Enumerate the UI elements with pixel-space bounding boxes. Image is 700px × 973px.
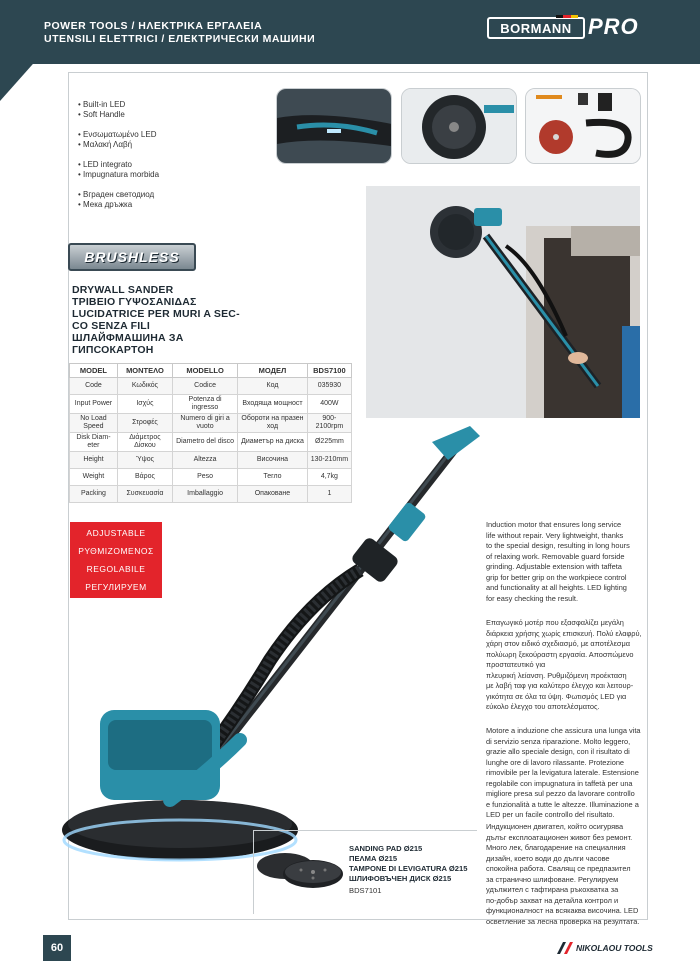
product-title-line: ΤΡΙΒΕΙΟ ΓΥΨΟΣΑΝΙΔΑΣ — [72, 296, 197, 308]
feature-item: • Μαλακή Λαβή — [78, 140, 133, 149]
accessories-illustration — [526, 89, 640, 163]
brand-flag-stripe — [556, 15, 578, 18]
brand-logo: BORMANN — [487, 17, 585, 39]
header-category-line-1: POWER TOOLS / ΗΛΕΚΤΡΙΚΑ ΕΡΓΑΛΕΙΑ — [44, 20, 263, 32]
thumbnail-accessories — [525, 88, 641, 164]
description-en — [486, 520, 646, 604]
table-cell: Ύψος — [117, 452, 172, 469]
table-cell: Input Power — [70, 395, 118, 414]
table-cell: Imballaggio — [173, 486, 238, 503]
table-cell: Код — [238, 378, 308, 395]
table-cell: Peso — [173, 469, 238, 486]
table-cell: Ισχύς — [117, 395, 172, 414]
description-line: функционалност на всякаква височина. LED — [486, 906, 639, 915]
main-product-image — [60, 420, 480, 880]
table-cell: Height — [70, 452, 118, 469]
description-line: regolabile con impugnatura in taffetà per una — [486, 778, 633, 788]
table-cell: Στροφές — [117, 414, 172, 433]
table-cell: Packing — [70, 486, 118, 503]
table-cell: 400W — [307, 395, 351, 414]
thumbnail-handle-led — [276, 88, 392, 164]
description-line: πολύωρη ξεκούραστη εργασία. Αποσπώμενο — [486, 649, 634, 659]
sanding-pad-title-line: ШЛИФОВЪЧЕН ДИСК Ø215 — [349, 874, 452, 883]
product-title-line: DRYWALL SANDER — [72, 284, 174, 296]
sanding-pad-image — [255, 848, 347, 892]
header-corner-decoration — [0, 56, 40, 101]
brand-pro-label: PRO — [588, 14, 639, 39]
description-line: προστατευτικό για — [486, 660, 546, 669]
table-cell: No Load Speed — [70, 414, 118, 433]
thumbnail-sanding-head — [401, 88, 517, 164]
description-line: and functionality at all heights. LED lighting — [486, 583, 627, 592]
product-title-line: CO SENZA FILI — [72, 320, 151, 332]
feature-item: • Soft Handle — [78, 110, 125, 119]
table-cell: 1 — [307, 486, 351, 503]
spec-header-cell: MODELLO — [173, 364, 238, 378]
description-line: for easy checking the result. — [486, 593, 579, 603]
table-cell: 4,7kg — [307, 469, 351, 486]
description-line: πλευρική λείανση. Ρυθμιζόμενη προέκταση — [486, 670, 627, 680]
table-cell: 900-2100rpm — [307, 414, 351, 433]
sanding-pad-title-line: ΠΕΛΜΑ Ø215 — [349, 854, 398, 863]
description-line: lunghe ore di lavoro rilassante. Protezione — [486, 757, 625, 767]
table-cell: Weight — [70, 469, 118, 486]
description-line: διάρκεια χρήσης χωρίς επισκευή. Πολύ ελαφρύ, — [486, 628, 642, 638]
feature-item: • LED integrato — [78, 160, 132, 169]
description-line: LED per un facile controllo del risultato. — [486, 810, 615, 819]
table-cell: Ø225mm — [307, 433, 351, 452]
table-cell: Numero di giri a vuoto — [173, 414, 238, 433]
feature-group-gr — [78, 130, 156, 150]
description-line: Επαγωγικό μοτέρ που εξασφαλίζει μεγάλη — [486, 618, 624, 627]
description-bg — [486, 822, 646, 927]
spec-header-cell: ΜΟΝΤΕΛΟ — [117, 364, 172, 378]
feature-item: • Built-in LED — [78, 100, 126, 109]
table-cell: Височина — [238, 452, 308, 469]
table-cell: Συσκευασία — [117, 486, 172, 503]
feature-group-it — [78, 160, 159, 180]
product-title-line: ГИПСОКАРТОН — [72, 344, 154, 356]
description-line: χάρη στον ειδικό σχεδιασμό, με αποτέλεσμα — [486, 639, 630, 648]
adjustable-label: REGOLABILE — [86, 564, 146, 574]
nikolaou-tools-logo-icon — [556, 941, 574, 955]
table-cell: Disk Diam-eter — [70, 433, 118, 452]
feature-item: • Ενσωματωμένο LED — [78, 130, 157, 139]
sanding-head-illustration — [402, 89, 516, 163]
spec-header-cell: BDS7100 — [307, 364, 351, 378]
description-line: спокойна работа. Свалящ се предпазител — [486, 864, 631, 873]
sanding-pad-title-line: SANDING PAD Ø215 — [349, 844, 423, 853]
description-line: дизайн, което води до дълги часове — [486, 853, 610, 863]
sanding-pad-code: BDS7101 — [349, 886, 382, 895]
table-cell: 035930 — [307, 378, 351, 395]
description-line: дълъг експлоатационен живот без ремонт. — [486, 832, 633, 842]
table-cell: Κωδικός — [117, 378, 172, 395]
feature-item: • Мека дръжка — [78, 200, 133, 209]
adjustable-label: РЕГУЛИРУЕМ — [85, 582, 147, 592]
description-line: life without repair. Very lightweight, thanks — [486, 530, 624, 540]
table-cell: Diametro del disco — [173, 433, 238, 452]
description-line: Induction motor that ensures long service — [486, 520, 622, 529]
table-cell: Altezza — [173, 452, 238, 469]
table-cell: Диаметър на диска — [238, 433, 308, 452]
feature-group-en — [78, 100, 125, 120]
product-title-line: LUCIDATRICE PER MURI A SEC- — [72, 308, 240, 320]
product-title-line: ШЛАЙФМАШИНА ЗА — [72, 332, 184, 344]
footer-logo-text: NIKOLAOU TOOLS — [576, 942, 653, 953]
description-line: di servizio senza riparazione. Molto leggero, — [486, 736, 631, 746]
table-cell: Опаковане — [238, 486, 308, 503]
table-row — [70, 395, 352, 414]
table-row — [70, 378, 352, 395]
page-number: 60 — [43, 935, 71, 961]
description-line: grazie allo speciale design, con il risultato di — [486, 747, 630, 756]
description-line: to the special design, resulting in long hours — [486, 541, 630, 550]
description-line: of relaxing work. Removable guard forside — [486, 551, 625, 561]
spec-header-cell: MODEL — [70, 364, 118, 378]
description-line: grip for better grip on the workpiece control — [486, 572, 627, 582]
spec-table-header-row — [70, 364, 352, 378]
description-line: rimovibile per la levigatura laterale. Estensione — [486, 768, 639, 777]
description-line: migliore presa sul pezzo da lavorare controllo — [486, 789, 635, 798]
brushless-badge: BRUSHLESS — [68, 243, 196, 271]
table-cell: Βάρος — [117, 469, 172, 486]
description-line: εύκολο έλεγχο του αποτελέσματος. — [486, 702, 600, 711]
table-cell: Διάμετρος Δίσκου — [117, 433, 172, 452]
product-in-use-photo — [366, 186, 640, 418]
description-line: удължител с тафтирана ръкохватка за — [486, 885, 619, 894]
footer-logo — [556, 940, 653, 955]
table-cell: Входяща мощност — [238, 395, 308, 414]
description-it — [486, 726, 646, 821]
table-cell: Тегло — [238, 469, 308, 486]
description-line: Индукционен двигател, който осигурява — [486, 822, 624, 831]
description-line: осветление за лесна проверка на резултата. — [486, 916, 640, 926]
feature-group-bg — [78, 190, 154, 210]
description-line: grinding. Adjustable extension with taffeta — [486, 562, 622, 571]
description-line: γικότητα σε όλα τα ύψη. Φωτισμός LED για — [486, 691, 627, 701]
adjustable-label: ΡΥΘΜΙΖΟΜΕΝΟΣ — [78, 546, 154, 556]
description-line: Motore a induzione che assicura una lunga vita — [486, 726, 641, 735]
spec-header-cell: МОДЕЛ — [238, 364, 308, 378]
description-line: με λαβή ταφ για καλύτερο έλεγχο και λειτουρ- — [486, 681, 634, 690]
table-cell: Code — [70, 378, 118, 395]
description-line: за страничнo шлифоване. Регулируем — [486, 874, 619, 884]
description-line: Много лек, благодарение на специалния — [486, 843, 626, 852]
table-cell: 130-210mm — [307, 452, 351, 469]
description-gr — [486, 618, 646, 713]
handle-led-illustration — [277, 89, 391, 163]
feature-item: • Вграден светодиод — [78, 190, 155, 199]
table-cell: Codice — [173, 378, 238, 395]
adjustable-label: ADJUSTABLE — [86, 528, 146, 538]
table-cell: Обороти на празен ход — [238, 414, 308, 433]
feature-item: • Impugnatura morbida — [78, 170, 160, 179]
description-line: e funzionalità a tutte le altezze. Illuminazione a — [486, 799, 639, 809]
description-line: по-добър захват на детайла контрол и — [486, 895, 619, 905]
header-category-line-2: UTENSILI ELETTRICI / ЕЛЕКТРИЧЕСКИ МАШИНИ — [44, 33, 316, 45]
sanding-pad-title-line: TAMPONE DI LEVIGATURA Ø215 — [349, 864, 468, 873]
table-cell: Potenza di ingresso — [173, 395, 238, 414]
